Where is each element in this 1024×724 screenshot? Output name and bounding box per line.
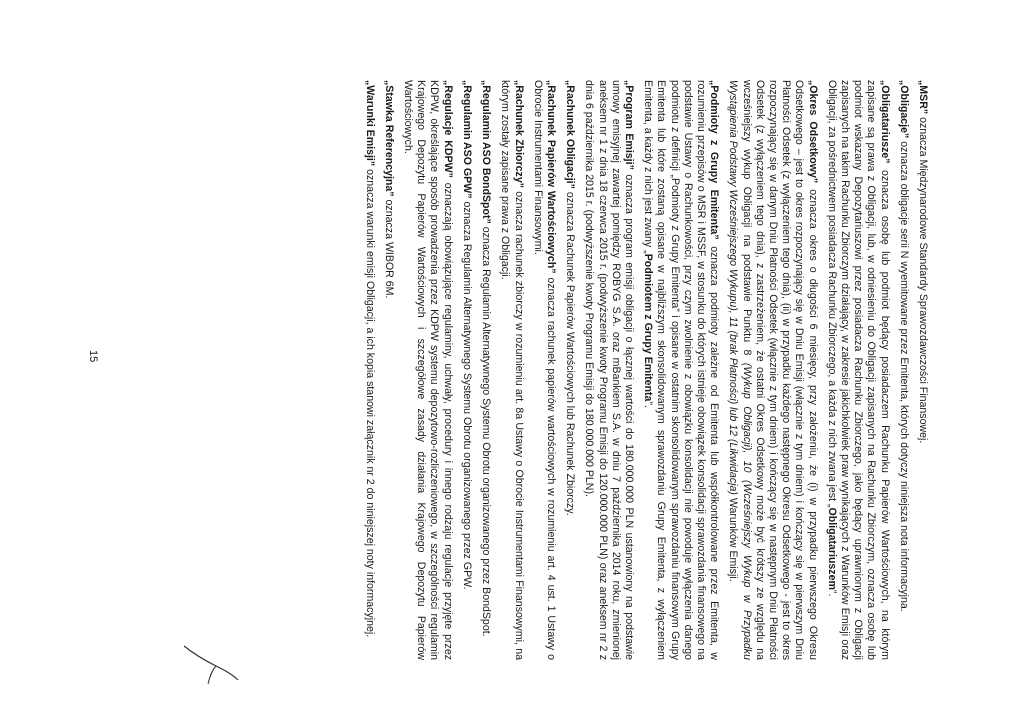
definition-program-emisji: „Program Emisji” oznacza program emisji obligacji o łącznej wartości do 180.000.000 PLN ustanowiony na podstawie umowy emisyjnej zawartej pomiędzy ROBYG S.A. oraz mBankiem S.A. w dniu 7 października 2014 roku, zmienionej aneksem nr 1 z dnia 18 czerwca 2015 r. (podwyższenie kwoty Programu Emisji do 120.000.000 PLN) oraz aneksem nr 2 z dnia 6 października 2015 r. (podwyższenie kwoty Programu Emisji do 180.000.000 PLN). [583, 80, 635, 661]
definition-obligacje: „Obligacje” oznacza obligacje serii N wyemitowane przez Emitenta, których dotyczy niniejsza nota informacyjna. [897, 80, 910, 612]
definition-msr: „MSR” oznacza Międzynarodowe Standardy Sprawozdawczości Finansowej. [917, 80, 929, 444]
page-number: 15 [87, 350, 99, 363]
definition-regulamin-aso-gpw: „Regulamin ASO GPW” oznacza Regulamin Alternatywnego Systemu Obrotu organizowanego przez GPW. [460, 80, 473, 590]
definition-stawka-referencyjna: „Stawka Referencyjna” oznacza WIBOR 6M. [382, 80, 395, 299]
definition-podmioty-z-grupy-emitenta: „Podmioty z Grupy Emitenta” oznacza podmioty zależne od Emitenta lub współkontrolowane przez Emitenta, w rozumieniu przepisów o MSR i MSSF, w stosunku do których istnieje obowiązek konsolidacji sprawozdania finansowego na podstawie Ustawy o Rachunkowości, przy czym zwolnienie z obowiązku konsolidacji nie powoduje wyłączenia danego podmiotu z definicji „Podmioty z Grupy Emitenta” i opisane w ostatnim skonsolidowanym sprawozdaniu finansowym Grupy Emitenta lub które zostaną opisane w najbliższym skonsolidowanym sprawozdaniu Grupy Emitenta, z wyłączeniem Emitenta, a każdy z nich jest zwany „Podmiotem z Grupy Emitenta”. [642, 80, 721, 660]
definition-warunki-emisji: „Warunki Emisji” oznacza warunki emisji Obligacji, a ich kopia stanowi załącznik nr 2 do niniejszej noty informacyjnej. [363, 80, 376, 638]
definition-rachunek-obligacji: „Rachunek Obligacji” oznacza Rachunek Papierów Wartościowych lub Rachunek Zbiorczy. [564, 80, 577, 516]
definition-regulacje-kdpw: „Regulacje KDPW” oznaczają obowiązujące regulaminy, uchwały, procedury i innego rodzaju regulacje przyjęte przez KDPW, określające sposób prowadzenia przez KDPW systemu depozytowo-rozliczeniowego, w szczególności regulamin Krajowego Depozytu Papierów Wartościowych i szczegółowe zasady działania Krajowego Depozytu Papierów Wartościowych. [402, 80, 454, 661]
definition-okres-odsetkowy: „Okres Odsetkowy” oznacza okres o długości 6 miesięcy, przy założeniu, że (i) w przypadku pierwszego Okresu Odsetkowego – jest to okres rozpoczynający się w Dniu Emisji (włącznie z tym dniem) i kończący się w pierwszym Dniu Płatności Odsetek (z wyłączeniem tego dnia), (ii) w przypadku każdego następnego Okresu Odsetkowego - jest to okres rozpoczynający się w danym Dniu Płatności Odsetek (włącznie z tym dniem) i kończący się w następnym Dniu Płatności Odsetek (z wyłączeniem tego dnia), z zastrzeżeniem, że ostatni Okres Odsetkowy może być krótszy ze względu na wcześniejszy wykup Obligacji na podstawie Punktu 8 (Wykup Obligacji), 10 (Wcześniejszy Wykup w Przypadku Wystąpienia Podstawy Wcześniejszego Wykupu), 11 (brak Płatności) lub 12 (Likwidacja) Warunków Emisji. [727, 80, 819, 661]
definitions-list [356, 80, 929, 660]
definition-rachunek-papierow-wartosciowych: „Rachunek Papierów Wartościowych” oznacza rachunek papierów wartościowych w rozumieniu art. 4 ust. 1 Ustawy o Obrocie Instrumentami Finansowymi. [531, 80, 557, 660]
definition-regulamin-aso-bondspot: „Regulamin ASO BondSpot” oznacza Regulamin Alternatywnego Systemu Obrotu organizowanego przez BondSpot. [480, 80, 493, 637]
handwritten-mark-icon [174, 640, 244, 690]
definition-rachunek-zbiorczy: „Rachunek Zbiorczy” oznacza rachunek zbiorczy w rozumieniu art. 8a Ustawy o Obrocie Instrumentami Finansowymi, na którym zostały zapisane prawa z Obligacji. [499, 80, 525, 660]
definition-obligatariusze: „Obligatariusze” oznacza osobę lub podmiot będący posiadaczem Rachunku Papierów Wartościowych, na którym zapisane są prawa z Obligacji, lub, w odniesieniu do Obligacji zapisanych na Rachunku Zbiorczym, oznacza osobę lub podmiot wskazany Depozytariuszowi przez posiadacza Rachunku Zbiorczego, jako będący uprawnionym z Obligacji zapisanych na takim Rachunku Zbiorczym działający, w zakresie jakichkolwiek praw wynikających z Warunków Emisji oraz Obligacji, za pośrednictwem posiadacza Rachunku Zbiorczego, a każda z nich zwana jest „Obligatariuszem”. [825, 80, 891, 660]
